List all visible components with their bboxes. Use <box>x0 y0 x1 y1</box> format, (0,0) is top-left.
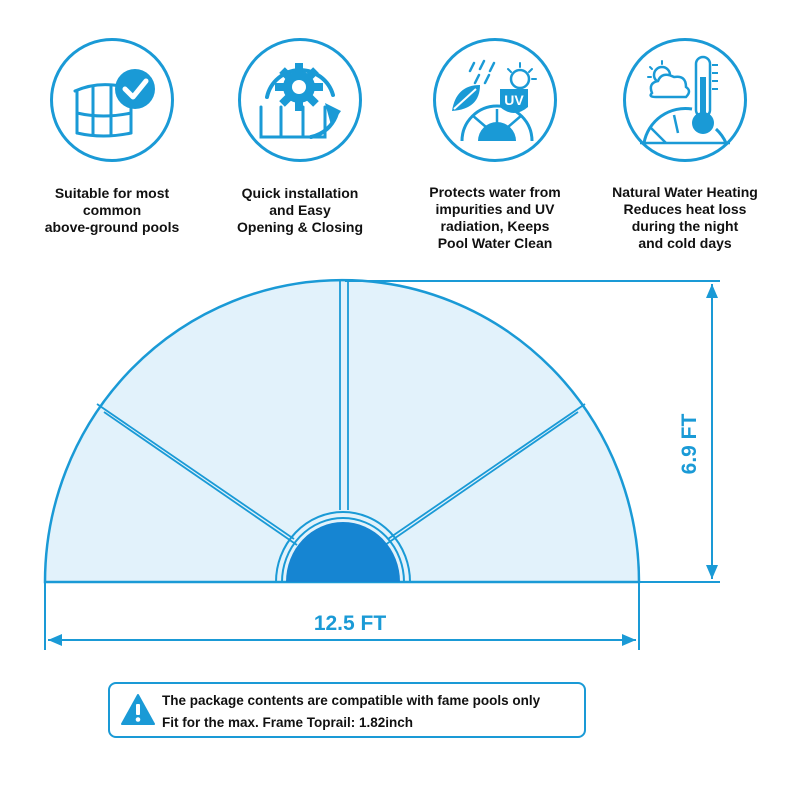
caption-line: impurities and UV <box>435 201 555 217</box>
feature-quick-installation <box>200 0 400 270</box>
width-label: 12.5 FT <box>313 612 387 635</box>
gear-installation-icon <box>241 41 359 159</box>
feature-caption <box>12 185 212 236</box>
caption-line: and Easy <box>269 202 331 218</box>
uv-protection-icon <box>436 41 554 159</box>
svg-text:UV: UV <box>504 92 524 108</box>
feature-caption <box>200 185 400 236</box>
notice-line-toprail: Fit for the max. Frame Toprail: 1.82inch <box>162 715 414 730</box>
caption-line: and cold days <box>638 235 732 251</box>
caption-line: Opening & Closing <box>237 219 363 235</box>
caption-line: radiation, Keeps <box>440 218 550 234</box>
caption-line: common <box>82 202 142 218</box>
pool-check-icon <box>53 41 171 159</box>
feature-icon-circle <box>623 38 747 162</box>
feature-icon-circle <box>238 38 362 162</box>
feature-caption <box>395 184 595 252</box>
notice-line-compatibility: The package contents are compatible with fame pools only <box>162 693 541 708</box>
feature-icon-circle <box>50 38 174 162</box>
feature-uv-protection <box>395 0 595 270</box>
caption-line: Suitable for most <box>54 185 170 201</box>
caption-line: Protects water from <box>429 184 561 200</box>
caption-line: Natural Water Heating <box>612 184 758 200</box>
feature-suitable-pools <box>12 0 212 270</box>
height-label: 6.9 FT <box>678 413 701 475</box>
feature-caption <box>585 184 785 252</box>
caption-line: during the night <box>631 218 739 234</box>
caption-line: above-ground pools <box>44 219 180 235</box>
thermometer-sun-icon <box>626 41 744 159</box>
compatibility-notice <box>108 682 586 738</box>
warning-icon <box>120 692 156 728</box>
feature-icon-circle <box>433 38 557 162</box>
caption-line: Reduces heat loss <box>623 201 747 217</box>
caption-line: Pool Water Clean <box>437 235 553 251</box>
caption-line: Quick installation <box>241 185 359 201</box>
feature-natural-heating <box>585 0 785 270</box>
